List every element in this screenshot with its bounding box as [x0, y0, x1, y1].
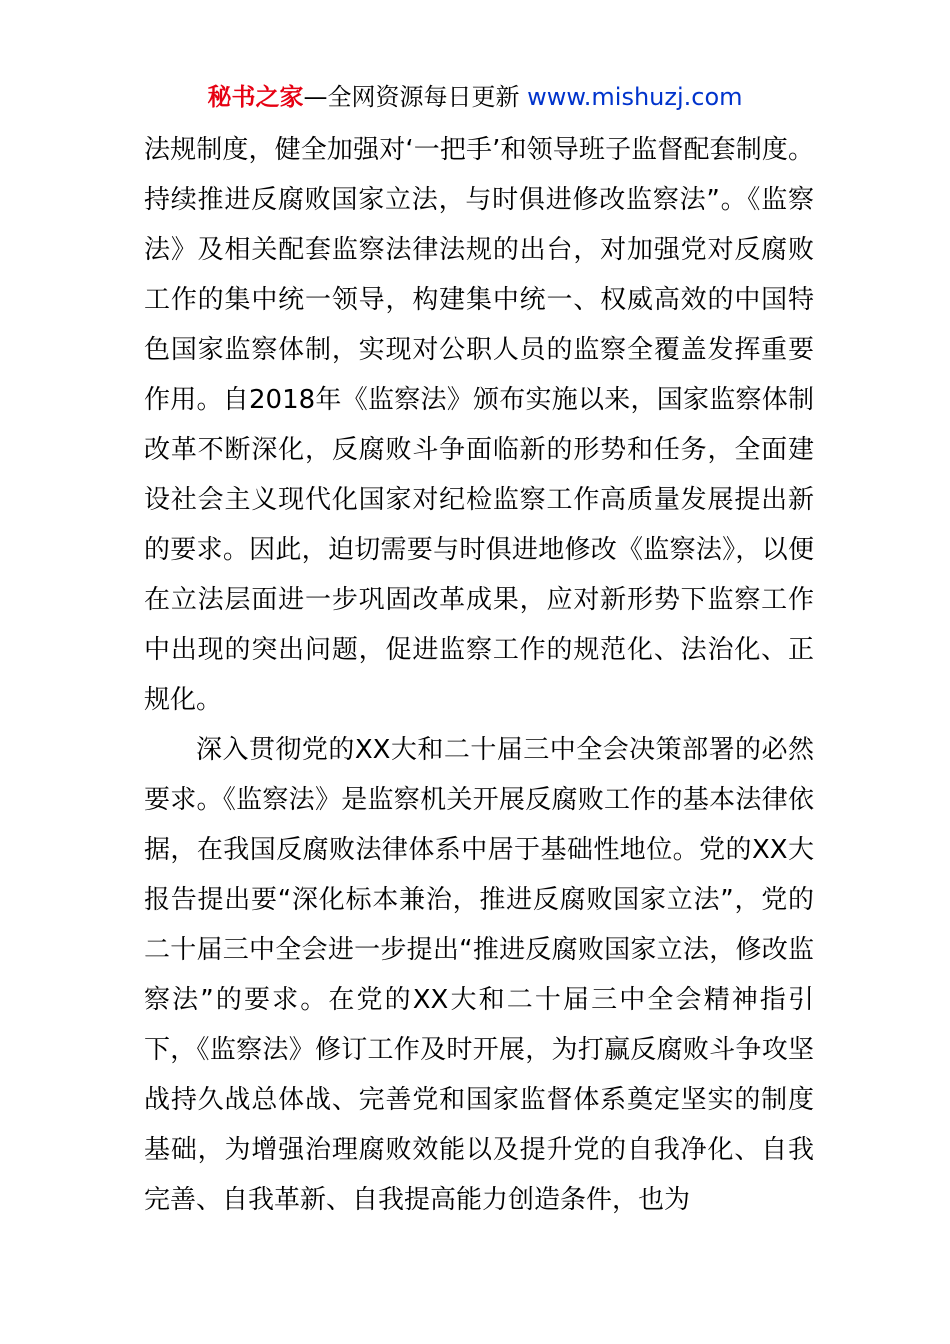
paragraph-main: 深入贯彻党的XX大和二十届三中全会决策部署的必然要求。《监察法》是监察机关开展反腐败工作的基本法律依据，在我国反腐败法律体系中居于基础性地位。党的XX大报告提出要“深化标本兼治，推进反腐败国家立法”，党的二十届三中全会进一步提出“推进反腐败国家立法，修改监察法”的要求。在党的XX大和二十届三中全会精神指引下，《监察法》修订工作及时开展，为打赢反腐败斗争攻坚战持久战总体战、完善党和国家监督体系奠定坚实的制度基础，为增强治理腐败效能以及提升党的自我净化、自我完善、自我革新、自我提高能力创造条件，也为 — [144, 735, 814, 1215]
paragraph-continued: 法规制度，健全加强对‘一把手’和领导班子监督配套制度。持续推进反腐败国家立法，与时俱进修改监察法”。《监察法》及相关配套监察法律法规的出台，对加强党对反腐败工作的集中统一领导，构建集中统一、权威高效的中国特色国家监察体制，实现对公职人员的监察全覆盖发挥重要作用。自2018年《监察法》颁布实施以来，国家监察体制改革不断深化，反腐败斗争面临新的形势和任务，全面建设社会主义现代化国家对纪检监察工作高质量发展提出新的要求。因此，迫切需要与时俱进地修改《监察法》，以便在立法层面进一步巩固改革成果，应对新形势下监察工作中出现的突出问题，促进监察工作的规范化、法治化、正规化。 — [144, 135, 814, 715]
page-header — [0, 80, 950, 114]
brand-name: 秘书之家 — [207, 83, 304, 111]
header-tagline: —全网资源每日更新 — [303, 83, 520, 111]
document-body — [144, 125, 814, 1225]
header-url: www.mishuzj.com — [527, 83, 743, 111]
